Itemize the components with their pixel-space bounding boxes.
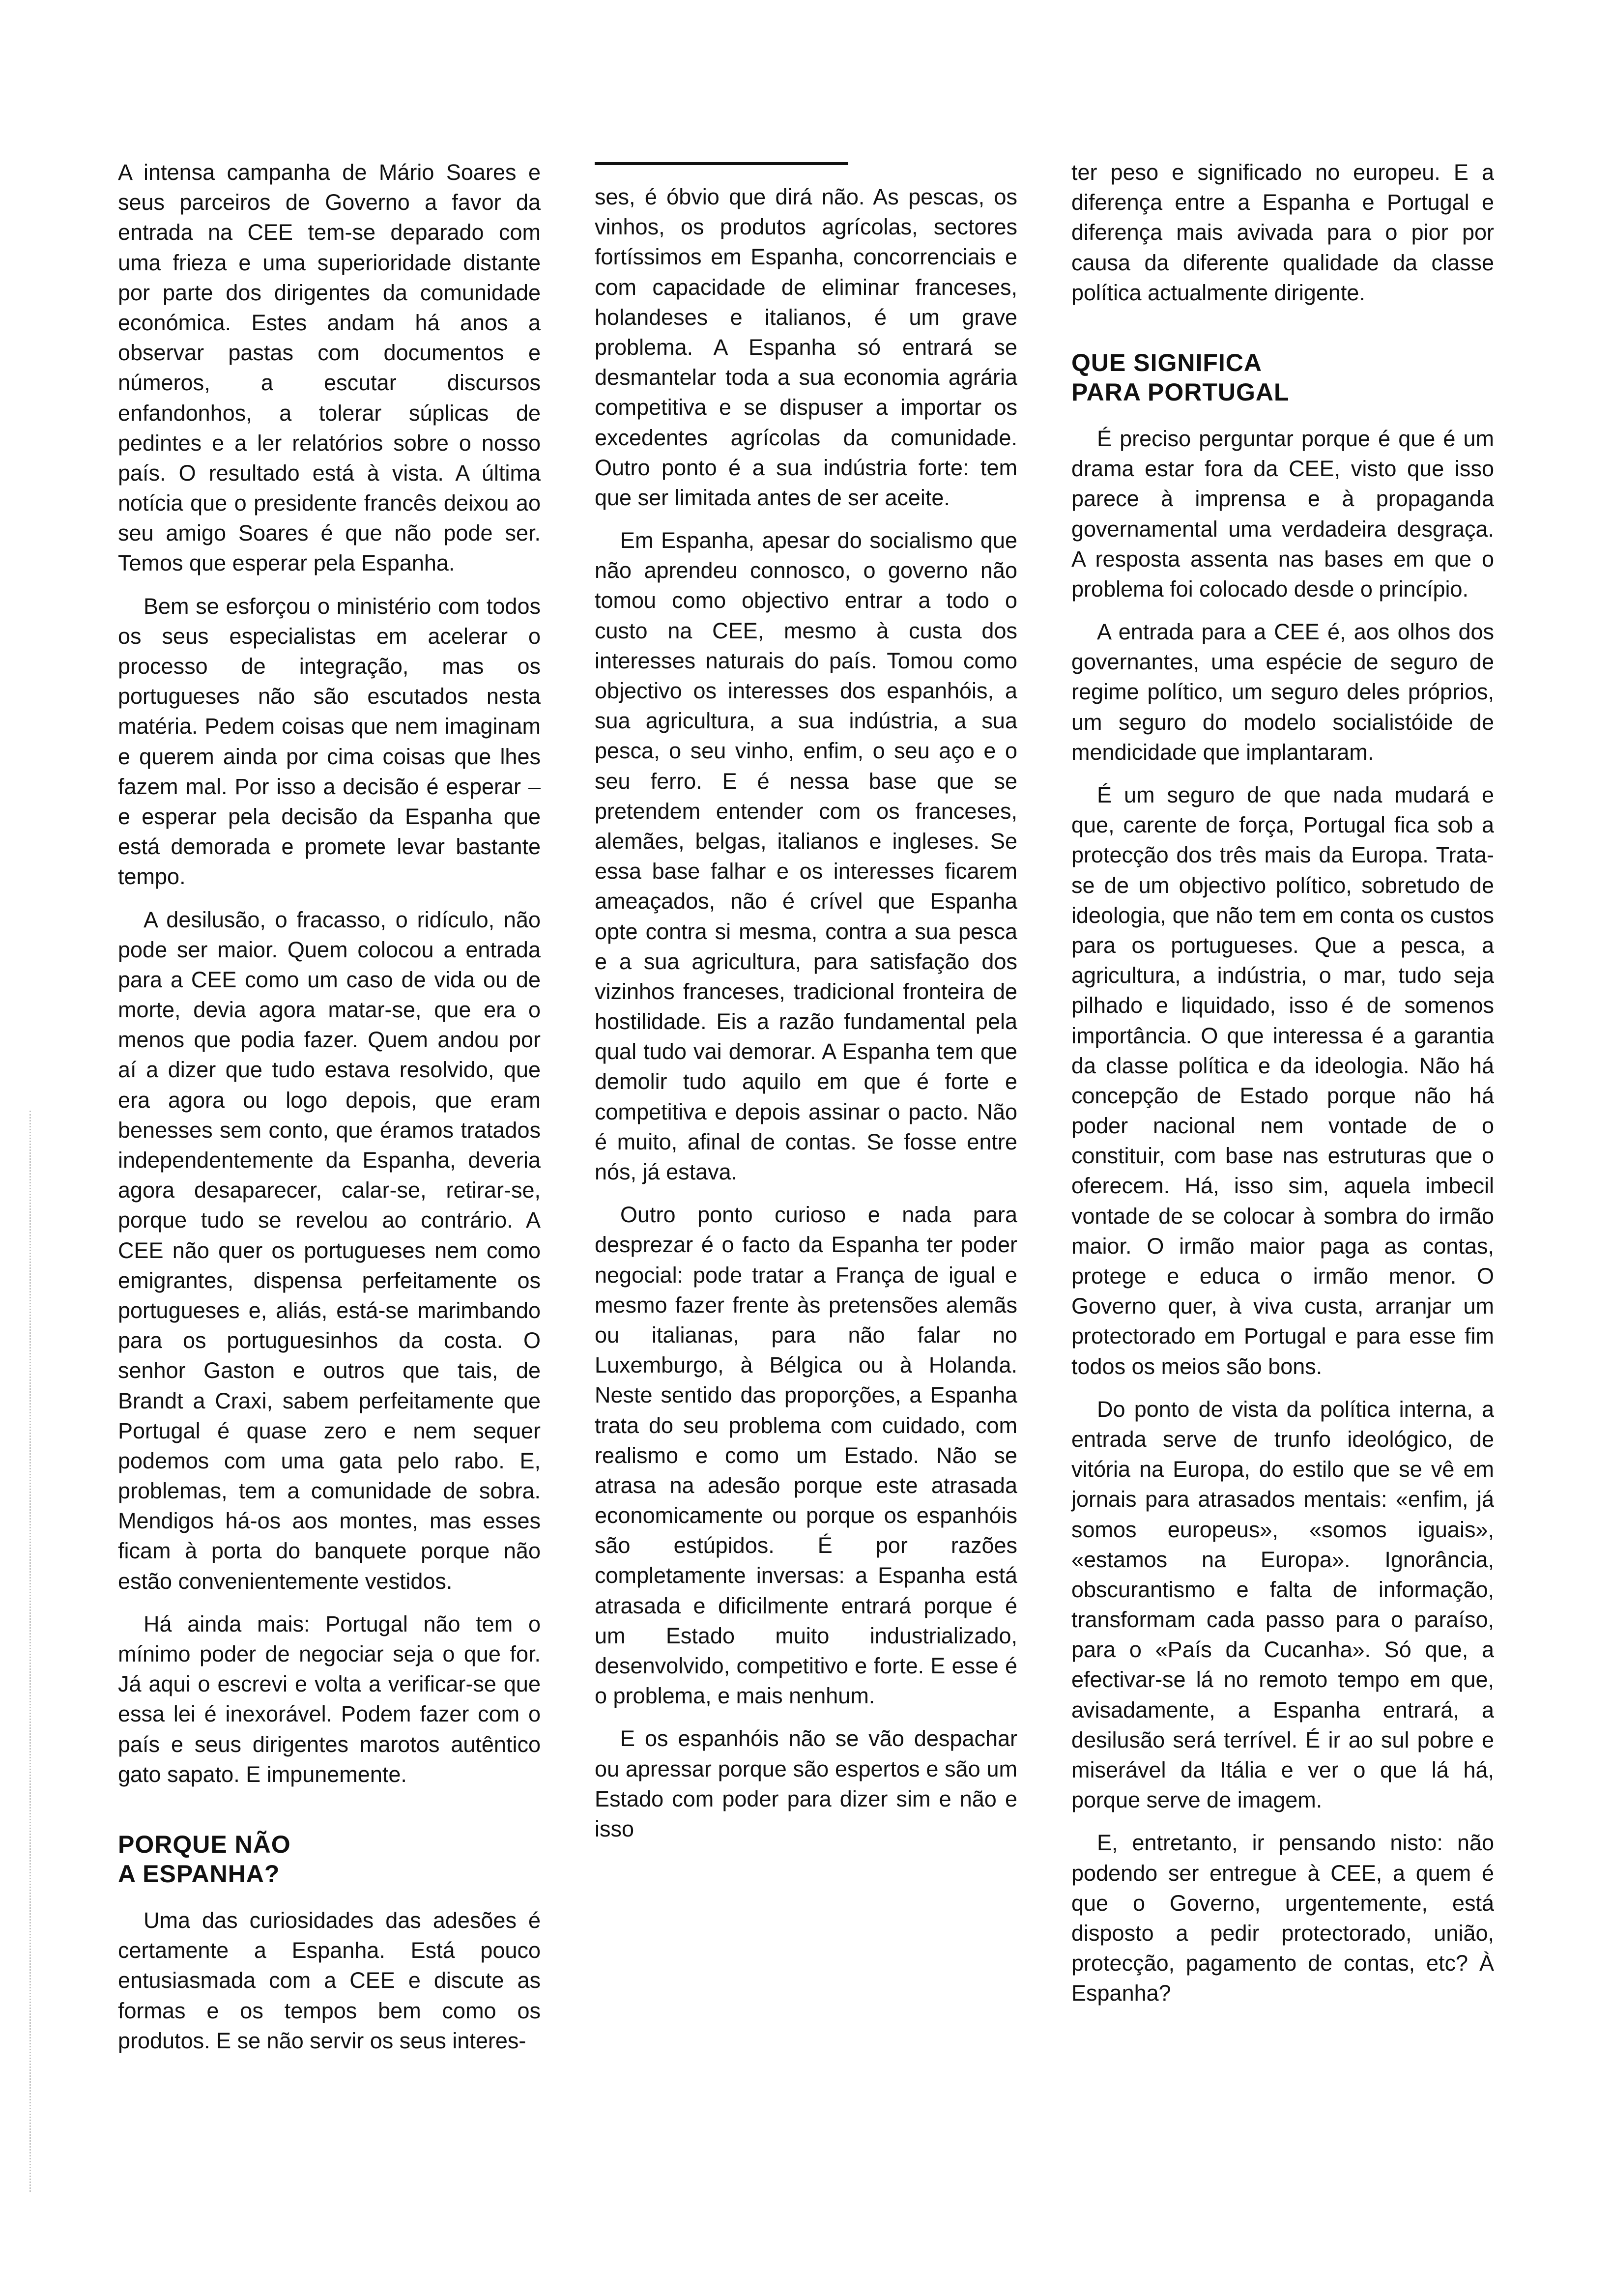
paragraph: Em Espanha, apesar do socialismo que não aprendeu connosco, o governo não tomou como objectivo entrar a todo o custo na CEE, mesmo à custa dos interesses naturais do país. Tomou como objectivo os interesses dos espanhóis, a sua agricultura, a sua indústria, a sua pesca, o seu vinho, enfim, o seu aço e o seu ferro. E é nessa base que se pretendem entender com os franceses, alemães, belgas, italianos e ingleses. Se essa base falhar e os interesses ficarem ameaçados, não é crível que Espanha opte contra si mesma, contra a sua pesca e a sua agricultura, para satisfação dos vizinhos franceses, tradicional fronteira de hostilidade. Eis a razão fundamental pela qual tudo vai demorar. A Espanha tem que demolir tudo aquilo em que é forte e competitiva e depois assinar o pacto. Não é muito, afinal de contas. Se fosse entre nós, já estava. [595, 528, 1017, 1184]
column-2 [595, 157, 1017, 2113]
paragraph: Do ponto de vista da política interna, a entrada serve de trunfo ideológico, de vitória na Europa, do estilo que se vê em jornais para atrasados mentais: «enfim, já somos europeus», «somos iguais», «estamos na Europa». Ignorância, obscurantismo e falta de informação, transformam cada passo para o paraíso, para o «País da Cucanha». Só que, a efectivar-se lá no remoto tempo em que, avisadamente, a Espanha entrará, a desilusão será terrível. É ir ao sul pobre e miserável da Itália e ver o que lá há, porque serve de imagem. [1071, 1396, 1494, 1813]
paragraph: Bem se esforçou o ministério com todos os seus especialistas em acelerar o processo de integração, mas os portugueses não são escutados nesta matéria. Pedem coisas que nem imaginam e querem ainda por cima coisas que lhes fazem mal. Por isso a decisão é esperar – e esperar pela decisão da Espanha que está demorada e promete levar bastante tempo. [118, 593, 541, 890]
column-rule [595, 162, 848, 165]
paragraph: A intensa campanha de Mário Soares e seus parceiros de Governo a favor da entrada na CEE tem-se deparado com uma frieza e uma superioridade distante por parte dos dirigentes da comunidade económica. Estes andam há anos a observar pastas com documentos e números, a escutar discursos enfandonhos, a tolerar súplicas de pedintes e a ler relatórios sobre o nosso país. O resultado está à vista. A última notícia que o presidente francês deixou ao seu amigo Soares é que não pode ser. Temos que esperar pela Espanha. [118, 160, 541, 576]
paragraph: ter peso e significado no europeu. E a diferença entre a Espanha e Portugal e diferença mais avivada para o pior por causa da diferente qualidade da classe política actualmente dirigente. [1071, 160, 1494, 305]
paragraph: É um seguro de que nada mudará e que, carente de força, Portugal fica sob a protecção dos três mais da Europa. Trata-se de um objectivo político, sobretudo de ideologia, que não tem em conta os custos para os portugueses. Que a pesca, a agricultura, a indústria, o mar, tudo seja pilhado e liquidado, isso é de somenos importância. O que interessa é a garantia da classe política e da ideologia. Não há concepção de Estado porque não há poder nacional nem vontade de o constituir, com base nas estruturas que o oferecem. Há, isso sim, aquela imbecil vontade de se colocar à sombra do irmão maior. O irmão maior paga as contas, protege e educa o irmão menor. O Governo quer, à viva custa, arranjar um protectorado em Portugal e para esse fim todos os meios são bons. [1071, 782, 1494, 1379]
heading-line: QUE SIGNIFICA [1071, 348, 1263, 376]
paragraph: E, entretanto, ir pensando nisto: não podendo ser entregue à CEE, a quem é que o Governo, urgentemente, está disposto a pedir protectorado, união, protecção, pagamento de contas, etc? À Espanha? [1071, 1830, 1494, 2006]
heading-line: PORQUE NÃO [118, 1830, 291, 1858]
paragraph: E os espanhóis não se vão despachar ou apressar porque são espertos e são um Estado com poder para dizer sim e não e isso [595, 1726, 1017, 1841]
paragraph: ses, é óbvio que dirá não. As pescas, os vinhos, os produtos agrícolas, sectores fortíssimos em Espanha, concorrenciais e com capacidade de eliminar franceses, holandeses e italianos, é um grave problema. A Espanha só entrará se desmantelar toda a sua economia agrária competitiva e se dispuser a importar os excedentes agrícolas da comunidade. Outro ponto é a sua indústria forte: tem que ser limitada antes de ser aceite. [595, 184, 1017, 510]
paragraph: A entrada para a CEE é, aos olhos dos governantes, uma espécie de seguro de regime político, um seguro deles próprios, um seguro do modelo socialistóide de mendicidade que implantaram. [1071, 619, 1494, 765]
paragraph: A desilusão, o fracasso, o ridículo, não pode ser maior. Quem colocou a entrada para a CEE como um caso de vida ou de morte, devia agora matar-se, que era o menos que podia fazer. Quem andou por aí a dizer que tudo estava resolvido, que era agora ou logo depois, que eram benesses sem conto, que éramos tratados independentemente da Espanha, deveria agora desaparecer, calar-se, retirar-se, porque tudo se revelou ao contrário. A CEE não quer os portugueses nem como emigrantes, dispensa perfeitamente os portugueses e, aliás, está-se marimbando para os portuguesinhos da costa. O senhor Gaston e outros que tais, de Brandt a Craxi, sabem perfeitamente que Portugal é quase zero e nem sequer podemos com uma gata pelo rabo. E, problemas, tem a comunidade de sobra. Mendigos há-os aos montes, mas esses ficam à porta do banquete porque não estão convenientemente vestidos. [118, 907, 541, 1594]
paragraph: Há ainda mais: Portugal não tem o mínimo poder de negociar seja o que for. Já aqui o escrevi e volta a verificar-se que essa lei é inexorável. Podem fazer com o país e seus dirigentes marotos autêntico gato sapato. E impunemente. [118, 1611, 541, 1787]
paragraph: Outro ponto curioso e nada para desprezar é o facto da Espanha ter poder negocial: pode tratar a França de igual e mesmo fazer frente às pretensões alemãs ou italianas, para não falar no Luxemburgo, à Bélgica ou à Holanda. Neste sentido das proporções, a Espanha trata do seu problema com cuidado, com realismo e como um Estado. Não se atrasa na adesão porque este atrasada economicamente ou porque os espanhóis são estúpidos. É por razões completamente inversas: a Espanha está atrasada e dificilmente entrará porque é um Estado muito industrializado, desenvolvido, competitivo e forte. E esse é o problema, e mais nenhum. [595, 1202, 1017, 1709]
column-3 [1071, 157, 1494, 2113]
heading-line: PARA PORTUGAL [1071, 378, 1290, 406]
paragraph: Uma das curiosidades das adesões é certamente a Espanha. Está pouco entusiasmada com a CEE e discute as formas e os tempos bem como os produtos. E se não servir os seus interes- [118, 1907, 541, 2053]
heading-line: A ESPANHA? [118, 1860, 280, 1888]
column-1 [118, 157, 541, 2113]
section-heading-que-significa [1071, 348, 1494, 407]
paragraph: É preciso perguntar porque é que é um drama estar fora da CEE, visto que isso parece à imprensa e à propaganda governamental uma verdadeira desgraça. A resposta assenta nas bases em que o problema foi colocado desde o princípio. [1071, 426, 1494, 602]
scan-noise [29, 1111, 100, 2192]
article-body [118, 157, 1494, 2113]
section-heading-porque-nao [118, 1830, 541, 1889]
